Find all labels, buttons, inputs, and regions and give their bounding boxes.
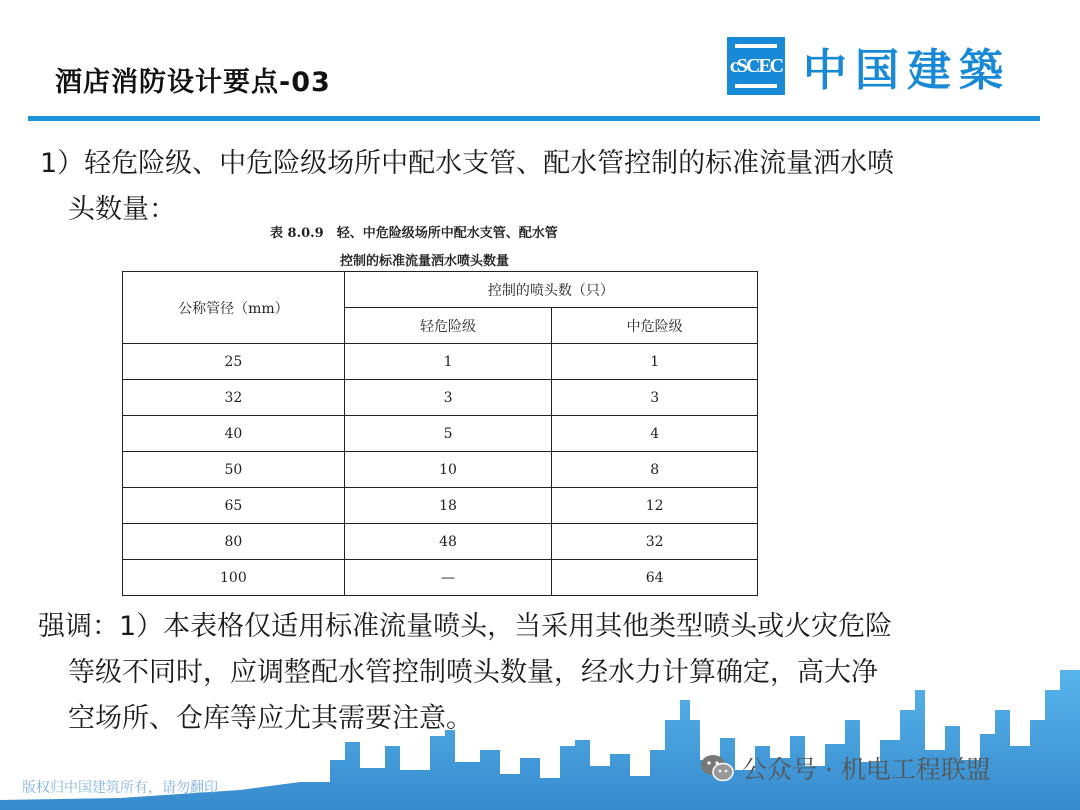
header-pipe-diameter: 公称管径（mm） [123,272,345,344]
table-row [123,416,758,452]
cscec-logo-mark: cSCEC [727,37,785,95]
note-line-1: 强调：1）本表格仅适用标准流量喷头，当采用其他类型喷头或火灾危险 [38,611,893,642]
cell-medium: 1 [552,344,758,380]
cell-medium: 64 [552,560,758,596]
note-line-2: 等级不同时，应调整配水管控制喷头数量，经水力计算确定，高大净 [68,657,878,688]
cell-medium: 4 [552,416,758,452]
table-caption [270,220,558,276]
slide-title: 酒店消防设计要点-03 [55,67,331,98]
copyright-notice: 版权归中国建筑所有，请勿翻印 [22,780,218,796]
wechat-watermark [700,750,991,786]
table-row [123,452,758,488]
sprinkler-count-table [122,271,758,596]
cell-light: 48 [344,524,552,560]
intro-line-1: 1）轻危险级、中危险级场所中配水支管、配水管控制的标准流量洒水喷 [40,148,895,179]
table-row [123,524,758,560]
cell-diameter: 50 [123,452,345,488]
note-line-3: 空场所、仓库等应尤其需要注意。 [68,703,473,734]
table-row [123,488,758,524]
cscec-logo-text: 中国建築 [803,45,1011,96]
cell-diameter: 25 [123,344,345,380]
header-medium-hazard: 中危险级 [552,308,758,344]
intro-line-2: 头数量： [68,194,176,225]
cell-medium: 32 [552,524,758,560]
cell-diameter: 65 [123,488,345,524]
header-light-hazard: 轻危险级 [344,308,552,344]
cell-light: 18 [344,488,552,524]
header-divider [28,116,1040,121]
cell-medium: 3 [552,380,758,416]
wechat-account-label: 公众号 · 机电工程联盟 [742,755,991,784]
cell-medium: 8 [552,452,758,488]
cell-diameter: 32 [123,380,345,416]
table-caption-line-2: 控制的标准流量洒水喷头数量 [340,254,510,269]
cell-light: 5 [344,416,552,452]
cell-light: 1 [344,344,552,380]
cell-light: 10 [344,452,552,488]
header-controlled-heads: 控制的喷头数（只） [344,272,757,308]
cell-medium: 12 [552,488,758,524]
cell-light: — [344,560,552,596]
table-row [123,560,758,596]
cell-diameter: 80 [123,524,345,560]
table-header-row [123,272,758,308]
wechat-icon [700,753,734,783]
cell-light: 3 [344,380,552,416]
note-paragraph [38,604,1038,742]
cscec-logo [727,36,1037,96]
cell-diameter: 100 [123,560,345,596]
table-row [123,344,758,380]
table-caption-line-1: 表 8.0.9 轻、中危险级场所中配水支管、配水管 [270,226,558,241]
cell-diameter: 40 [123,416,345,452]
table-row [123,380,758,416]
